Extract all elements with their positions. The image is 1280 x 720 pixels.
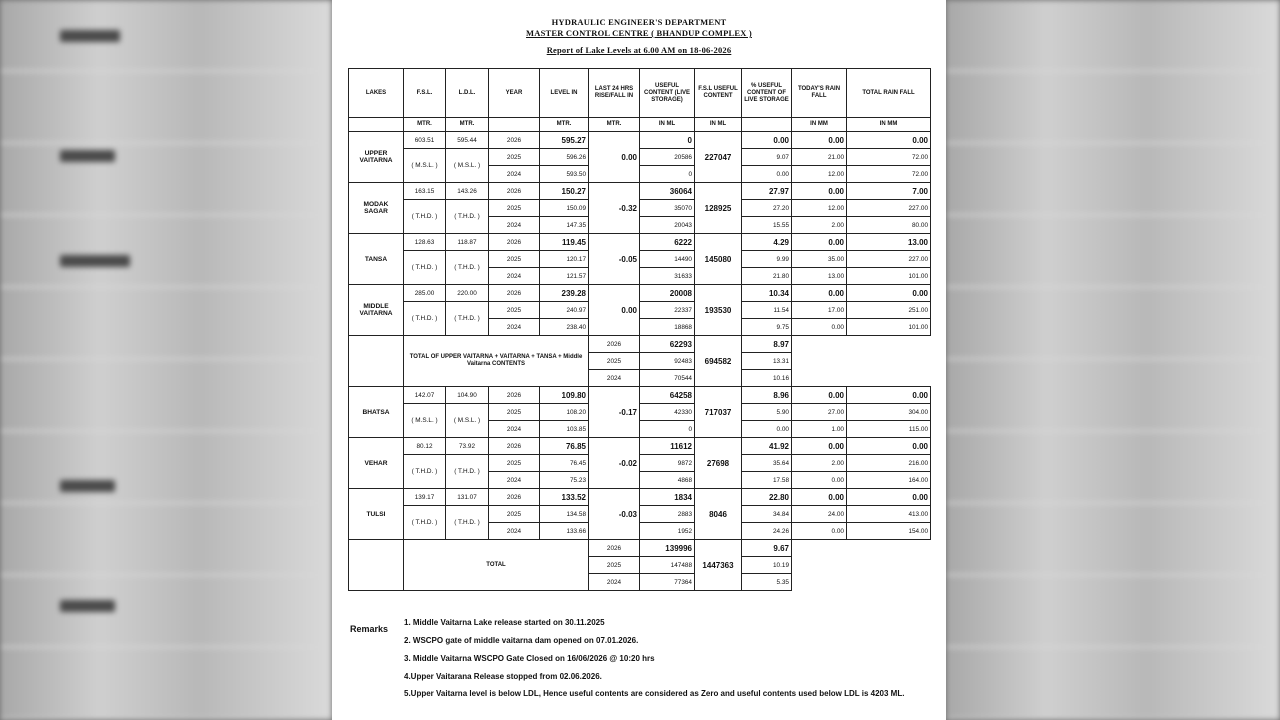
- useful-content-value: 92483: [640, 353, 695, 370]
- subtotal-label: TOTAL OF UPPER VAITARNA + VAITARNA + TANSA + Middle Vaitarna CONTENTS: [404, 336, 589, 387]
- level-value: 75.23: [540, 472, 589, 489]
- today-rain-value: 0.00: [792, 234, 847, 251]
- year-value: 2026: [489, 489, 540, 506]
- lake-name: VEHAR: [349, 438, 404, 489]
- centre-title: MASTER CONTROL CENTRE ( BHANDUP COMPLEX ): [526, 28, 752, 38]
- table-row: [349, 489, 931, 506]
- percent-value: 41.92: [742, 438, 792, 455]
- year-value: 2024: [489, 472, 540, 489]
- year-value: 2024: [489, 421, 540, 438]
- column-header: F.S.L USEFUL CONTENT: [695, 69, 742, 118]
- fsl-datum: ( T.H.D. ): [404, 455, 446, 489]
- today-rain-value: 27.00: [792, 404, 847, 421]
- rise-fall-value: -0.17: [589, 387, 640, 438]
- unit-label: IN ML: [695, 118, 742, 132]
- table-row: [349, 132, 931, 149]
- year-value: 2024: [489, 268, 540, 285]
- year-value: 2025: [489, 251, 540, 268]
- useful-content-value: 0: [640, 166, 695, 183]
- percent-value: 9.67: [742, 540, 792, 557]
- year-value: 2025: [489, 506, 540, 523]
- today-rain-value: 0.00: [792, 523, 847, 540]
- total-label: TOTAL: [404, 540, 589, 591]
- total-rain-value: 0.00: [847, 438, 931, 455]
- unit-label: MTR.: [404, 118, 446, 132]
- percent-value: 17.58: [742, 472, 792, 489]
- column-header: TODAY'S RAIN FALL: [792, 69, 847, 118]
- lake-name: UPPER VAITARNA: [349, 132, 404, 183]
- percent-value: 24.26: [742, 523, 792, 540]
- fsl-datum: ( T.H.D. ): [404, 251, 446, 285]
- year-value: 2024: [589, 574, 640, 591]
- today-rain-value: 0.00: [792, 387, 847, 404]
- ldl-datum: ( T.H.D. ): [446, 506, 489, 540]
- table-row: [349, 455, 931, 472]
- today-rain-value: 0.00: [792, 489, 847, 506]
- total-rain-value: 101.00: [847, 319, 931, 336]
- fsl-value: 139.17: [404, 489, 446, 506]
- useful-content-value: 6222: [640, 234, 695, 251]
- level-value: 240.97: [540, 302, 589, 319]
- fsl-useful-value: 717037: [695, 387, 742, 438]
- remark-item: 5.Upper Vaitarna level is below LDL, Hence useful contents are considered as Zero and useful contents used below LDL is 4203 ML.: [404, 689, 905, 698]
- fsl-datum: ( T.H.D. ): [404, 302, 446, 336]
- rise-fall-value: -0.02: [589, 438, 640, 489]
- column-header: USEFUL CONTENT (LIVE STORAGE): [640, 69, 695, 118]
- percent-value: 34.84: [742, 506, 792, 523]
- table-cell: [489, 118, 540, 132]
- ldl-datum: ( T.H.D. ): [446, 455, 489, 489]
- lake-levels-table: [348, 68, 931, 591]
- table-row: [349, 234, 931, 251]
- today-rain-value: 0.00: [792, 319, 847, 336]
- percent-value: 27.20: [742, 200, 792, 217]
- today-rain-value: 0.00: [792, 472, 847, 489]
- useful-content-value: 20586: [640, 149, 695, 166]
- year-value: 2026: [489, 387, 540, 404]
- table-cell: [742, 118, 792, 132]
- level-value: 596.26: [540, 149, 589, 166]
- rise-fall-value: 0.00: [589, 285, 640, 336]
- fsl-useful-value: 694582: [695, 336, 742, 387]
- useful-content-value: 31633: [640, 268, 695, 285]
- total-rain-value: 251.00: [847, 302, 931, 319]
- total-rain-value: 154.00: [847, 523, 931, 540]
- percent-value: 13.31: [742, 353, 792, 370]
- useful-content-value: 1952: [640, 523, 695, 540]
- useful-content-value: 1834: [640, 489, 695, 506]
- today-rain-value: 13.00: [792, 268, 847, 285]
- table-row: [349, 183, 931, 200]
- table-cell: [349, 118, 404, 132]
- percent-value: 9.07: [742, 149, 792, 166]
- useful-content-value: 20008: [640, 285, 695, 302]
- level-value: 119.45: [540, 234, 589, 251]
- level-value: 121.57: [540, 268, 589, 285]
- percent-value: 8.97: [742, 336, 792, 353]
- total-rain-value: 227.00: [847, 200, 931, 217]
- percent-value: 35.64: [742, 455, 792, 472]
- total-rain-value: 216.00: [847, 455, 931, 472]
- useful-content-value: 22337: [640, 302, 695, 319]
- total-rain-value: 72.00: [847, 149, 931, 166]
- year-value: 2026: [489, 234, 540, 251]
- today-rain-value: 35.00: [792, 251, 847, 268]
- useful-content-value: 42330: [640, 404, 695, 421]
- ldl-value: 220.00: [446, 285, 489, 302]
- table-row: [349, 387, 931, 404]
- percent-value: 0.00: [742, 421, 792, 438]
- remark-item: 4.Upper Vaitarana Release stopped from 02.06.2026.: [404, 672, 602, 681]
- report-title: Report of Lake Levels at 6.00 AM on 18-06-2026: [546, 45, 732, 55]
- percent-value: 0.00: [742, 132, 792, 149]
- today-rain-value: 17.00: [792, 302, 847, 319]
- ldl-value: 118.87: [446, 234, 489, 251]
- total-rain-value: 0.00: [847, 387, 931, 404]
- useful-content-value: 36064: [640, 183, 695, 200]
- year-value: 2025: [489, 200, 540, 217]
- year-value: 2026: [489, 438, 540, 455]
- total-rain-value: 0.00: [847, 285, 931, 302]
- column-header: L.D.L.: [446, 69, 489, 118]
- percent-value: 22.80: [742, 489, 792, 506]
- ldl-value: 131.07: [446, 489, 489, 506]
- year-value: 2026: [489, 132, 540, 149]
- blank-cell: [792, 336, 931, 387]
- today-rain-value: 0.00: [792, 438, 847, 455]
- year-value: 2026: [589, 336, 640, 353]
- useful-content-value: 62293: [640, 336, 695, 353]
- remark-item: 3. Middle Vaitarna WSCPO Gate Closed on 16/06/2026 @ 10:20 hrs: [404, 654, 655, 663]
- percent-value: 8.96: [742, 387, 792, 404]
- year-value: 2025: [489, 302, 540, 319]
- table-row: [349, 404, 931, 421]
- level-value: 150.09: [540, 200, 589, 217]
- unit-label: MTR.: [589, 118, 640, 132]
- useful-content-value: 0: [640, 421, 695, 438]
- year-value: 2025: [589, 353, 640, 370]
- useful-content-value: 0: [640, 132, 695, 149]
- table-row: [349, 149, 931, 166]
- year-value: 2024: [589, 370, 640, 387]
- lake-name: BHATSA: [349, 387, 404, 438]
- year-value: 2025: [589, 557, 640, 574]
- today-rain-value: 0.00: [792, 132, 847, 149]
- percent-value: 9.99: [742, 251, 792, 268]
- table-row: [349, 438, 931, 455]
- level-value: 120.17: [540, 251, 589, 268]
- percent-value: 21.80: [742, 268, 792, 285]
- unit-label: MTR.: [446, 118, 489, 132]
- percent-value: 4.29: [742, 234, 792, 251]
- percent-value: 11.54: [742, 302, 792, 319]
- total-rain-value: 0.00: [847, 132, 931, 149]
- percent-value: 27.97: [742, 183, 792, 200]
- unit-label: IN MM: [792, 118, 847, 132]
- total-rain-value: 72.00: [847, 166, 931, 183]
- rise-fall-value: -0.03: [589, 489, 640, 540]
- fsl-value: 80.12: [404, 438, 446, 455]
- useful-content-value: 9872: [640, 455, 695, 472]
- useful-content-value: 18868: [640, 319, 695, 336]
- fsl-useful-value: 193530: [695, 285, 742, 336]
- percent-value: 0.00: [742, 166, 792, 183]
- level-value: 108.20: [540, 404, 589, 421]
- today-rain-value: 1.00: [792, 421, 847, 438]
- fsl-value: 163.15: [404, 183, 446, 200]
- table-row: [349, 251, 931, 268]
- column-header: LEVEL IN: [540, 69, 589, 118]
- level-value: 593.50: [540, 166, 589, 183]
- total-rain-value: 0.00: [847, 489, 931, 506]
- total-rain-value: 80.00: [847, 217, 931, 234]
- useful-content-value: 147488: [640, 557, 695, 574]
- level-value: 76.45: [540, 455, 589, 472]
- today-rain-value: 2.00: [792, 217, 847, 234]
- table-row: [349, 302, 931, 319]
- fsl-datum: ( T.H.D. ): [404, 200, 446, 234]
- level-value: 595.27: [540, 132, 589, 149]
- year-value: 2025: [489, 149, 540, 166]
- today-rain-value: 0.00: [792, 183, 847, 200]
- unit-label: IN ML: [640, 118, 695, 132]
- fsl-value: 603.51: [404, 132, 446, 149]
- useful-content-value: 2883: [640, 506, 695, 523]
- fsl-useful-value: 8046: [695, 489, 742, 540]
- unit-label: MTR.: [540, 118, 589, 132]
- ldl-datum: ( T.H.D. ): [446, 302, 489, 336]
- fsl-useful-value: 27698: [695, 438, 742, 489]
- total-rain-value: 164.00: [847, 472, 931, 489]
- level-value: 76.85: [540, 438, 589, 455]
- remarks-title: Remarks: [350, 624, 389, 634]
- blank-cell: [349, 336, 404, 387]
- year-value: 2024: [489, 523, 540, 540]
- table-row: [349, 69, 931, 118]
- level-value: 134.58: [540, 506, 589, 523]
- table-row: [349, 540, 931, 557]
- level-value: 133.52: [540, 489, 589, 506]
- today-rain-value: 12.00: [792, 166, 847, 183]
- total-rain-value: 304.00: [847, 404, 931, 421]
- fsl-useful-value: 227047: [695, 132, 742, 183]
- fsl-datum: ( M.S.L. ): [404, 404, 446, 438]
- lake-name: MODAK SAGAR: [349, 183, 404, 234]
- rise-fall-value: -0.05: [589, 234, 640, 285]
- column-header: LAKES: [349, 69, 404, 118]
- percent-value: 15.55: [742, 217, 792, 234]
- useful-content-value: 35070: [640, 200, 695, 217]
- ldl-datum: ( T.H.D. ): [446, 251, 489, 285]
- level-value: 133.66: [540, 523, 589, 540]
- useful-content-value: 11612: [640, 438, 695, 455]
- rise-fall-value: -0.32: [589, 183, 640, 234]
- fsl-useful-value: 128925: [695, 183, 742, 234]
- blurred-background-left: [0, 0, 332, 720]
- today-rain-value: 24.00: [792, 506, 847, 523]
- useful-content-value: 139996: [640, 540, 695, 557]
- column-header: % USEFUL CONTENT OF LIVE STORAGE: [742, 69, 792, 118]
- total-rain-value: 7.00: [847, 183, 931, 200]
- department-title: HYDRAULIC ENGINEER'S DEPARTMENT: [551, 17, 727, 27]
- useful-content-value: 4868: [640, 472, 695, 489]
- ldl-datum: ( M.S.L. ): [446, 404, 489, 438]
- fsl-value: 128.63: [404, 234, 446, 251]
- fsl-value: 285.00: [404, 285, 446, 302]
- table-row: [349, 506, 931, 523]
- ldl-value: 104.90: [446, 387, 489, 404]
- column-header: YEAR: [489, 69, 540, 118]
- total-rain-value: 101.00: [847, 268, 931, 285]
- today-rain-value: 0.00: [792, 285, 847, 302]
- useful-content-value: 64258: [640, 387, 695, 404]
- total-rain-value: 227.00: [847, 251, 931, 268]
- total-rain-value: 413.00: [847, 506, 931, 523]
- lake-name: TULSI: [349, 489, 404, 540]
- percent-value: 5.35: [742, 574, 792, 591]
- remark-item: 2. WSCPO gate of middle vaitarna dam opened on 07.01.2026.: [404, 636, 639, 645]
- fsl-value: 142.07: [404, 387, 446, 404]
- year-value: 2025: [489, 404, 540, 421]
- level-value: 147.35: [540, 217, 589, 234]
- year-value: 2025: [489, 455, 540, 472]
- rise-fall-value: 0.00: [589, 132, 640, 183]
- lake-name: TANSA: [349, 234, 404, 285]
- column-header: F.S.L.: [404, 69, 446, 118]
- year-value: 2024: [489, 166, 540, 183]
- ldl-value: 143.26: [446, 183, 489, 200]
- ldl-datum: ( T.H.D. ): [446, 200, 489, 234]
- useful-content-value: 14490: [640, 251, 695, 268]
- table-row: [349, 200, 931, 217]
- percent-value: 9.75: [742, 319, 792, 336]
- fsl-datum: ( T.H.D. ): [404, 506, 446, 540]
- today-rain-value: 21.00: [792, 149, 847, 166]
- year-value: 2026: [589, 540, 640, 557]
- report-document: [332, 0, 946, 720]
- level-value: 103.85: [540, 421, 589, 438]
- percent-value: 5.90: [742, 404, 792, 421]
- table-row: [349, 336, 931, 353]
- lake-name: MIDDLE VAITARNA: [349, 285, 404, 336]
- year-value: 2026: [489, 183, 540, 200]
- useful-content-value: 20043: [640, 217, 695, 234]
- blank-cell: [349, 540, 404, 591]
- ldl-datum: ( M.S.L. ): [446, 149, 489, 183]
- table-row: [349, 285, 931, 302]
- remark-item: 1. Middle Vaitarna Lake release started on 30.11.2025: [404, 618, 605, 627]
- fsl-useful-value: 1447363: [695, 540, 742, 591]
- column-header: LAST 24 HRS RISE/FALL IN: [589, 69, 640, 118]
- level-value: 109.80: [540, 387, 589, 404]
- blank-cell: [792, 540, 931, 591]
- percent-value: 10.19: [742, 557, 792, 574]
- table-row: [349, 118, 931, 132]
- ldl-value: 73.92: [446, 438, 489, 455]
- fsl-useful-value: 145080: [695, 234, 742, 285]
- level-value: 150.27: [540, 183, 589, 200]
- today-rain-value: 12.00: [792, 200, 847, 217]
- year-value: 2026: [489, 285, 540, 302]
- useful-content-value: 70544: [640, 370, 695, 387]
- today-rain-value: 2.00: [792, 455, 847, 472]
- percent-value: 10.16: [742, 370, 792, 387]
- fsl-datum: ( M.S.L. ): [404, 149, 446, 183]
- level-value: 239.28: [540, 285, 589, 302]
- unit-label: IN MM: [847, 118, 931, 132]
- ldl-value: 595.44: [446, 132, 489, 149]
- year-value: 2024: [489, 217, 540, 234]
- total-rain-value: 13.00: [847, 234, 931, 251]
- column-header: TOTAL RAIN FALL: [847, 69, 931, 118]
- total-rain-value: 115.00: [847, 421, 931, 438]
- useful-content-value: 77364: [640, 574, 695, 591]
- blurred-background-right: [946, 0, 1280, 720]
- percent-value: 10.34: [742, 285, 792, 302]
- year-value: 2024: [489, 319, 540, 336]
- level-value: 238.40: [540, 319, 589, 336]
